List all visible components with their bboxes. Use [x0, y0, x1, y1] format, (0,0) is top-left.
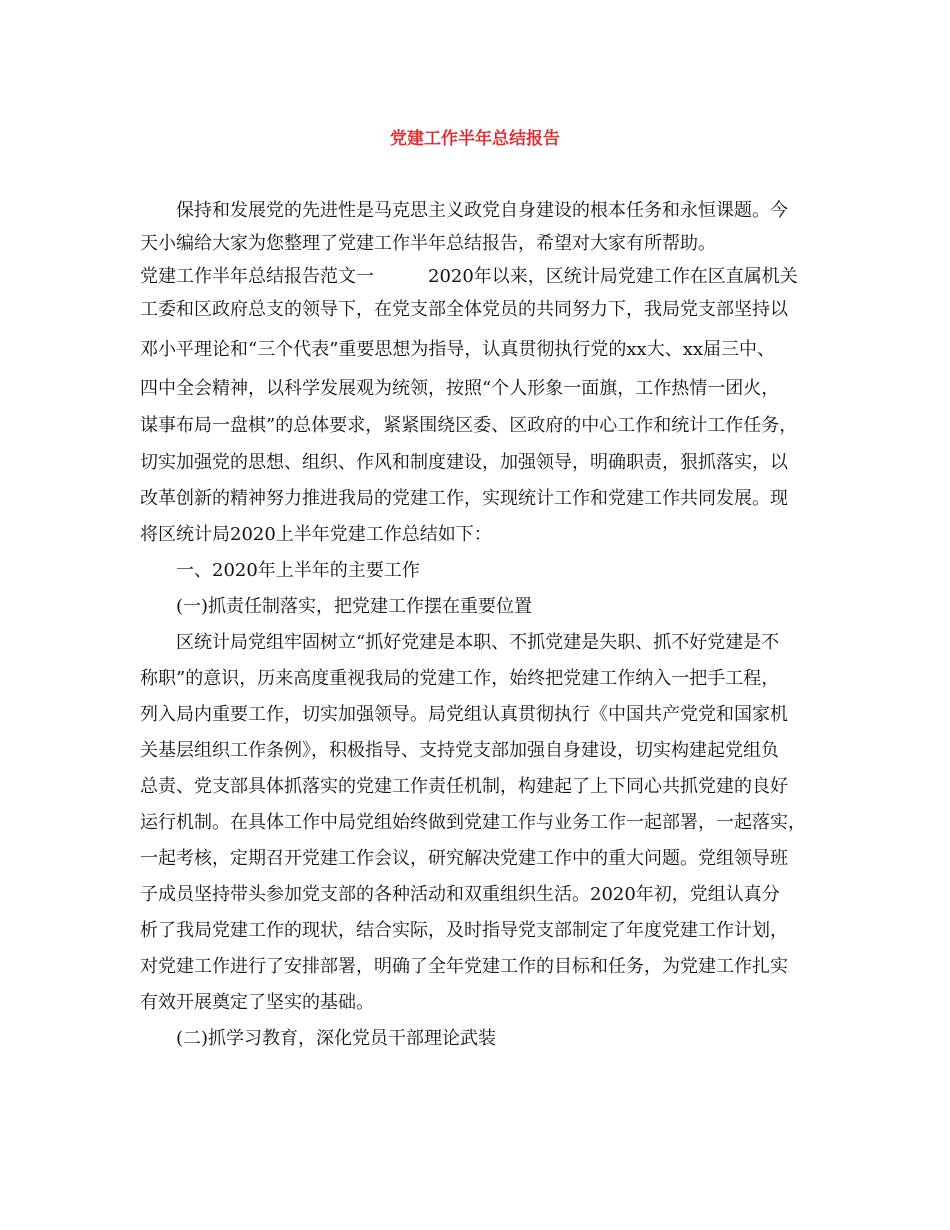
text-line: 运行机制。在具体工作中局党组始终做到党建工作与业务工作一起部署，一起落实，	[140, 812, 806, 833]
text-line: 子成员坚持带头参加党支部的各种活动和双重组织生活。2020年初，党组认真分	[140, 884, 780, 905]
text-line: 对党建工作进行了安排部署，明确了全年党建工作的目标和任务，为党建工作扎实	[140, 956, 788, 977]
text-line: 邓小平理论和“三个代表”重要思想为指导，认真贯彻执行党的xx大、xx届三中、	[140, 339, 776, 360]
text-line: 天小编给大家为您整理了党建工作半年总结报告，希望对大家有所帮助。	[140, 233, 716, 254]
text-line: 析了我局党建工作的现状，结合实际，及时指导党支部制定了年度党建工作计划，	[140, 920, 788, 941]
text-line: 有效开展奠定了坚实的基础。	[140, 992, 374, 1013]
text-line: 区统计局党组牢固树立“抓好党建是本职、不抓党建是失职、抓不好党建是不	[176, 632, 780, 653]
text-line: 工委和区政府总支的领导下，在党支部全体党员的共同努力下，我局党支部坚持以	[140, 299, 788, 320]
text-line: 保持和发展党的先进性是马克思主义政党自身建设的根本任务和永恒课题。今	[176, 200, 788, 221]
text-line: 党建工作半年总结报告范文一 2020年以来，区统计局党建工作在区直属机关	[140, 266, 798, 287]
section-heading: 一、2020年上半年的主要工作	[176, 560, 420, 581]
text-line: 改革创新的精神努力推进我局的党建工作，实现统计工作和党建工作共同发展。现	[140, 488, 788, 509]
text-line: 称职”的意识，历来高度重视我局的党建工作，始终把党建工作纳入一把手工程，	[140, 668, 780, 689]
text-line: 关基层组织工作条例》，积极指导、支持党支部加强自身建设，切实构建起党组负	[140, 740, 779, 761]
text-line: 一起考核，定期召开党建工作会议，研究解决党建工作中的重大问题。党组领导班	[140, 848, 788, 869]
document-title: 党建工作半年总结报告	[390, 129, 560, 149]
subsection-heading: (一)抓责任制落实，把党建工作摆在重要位置	[176, 596, 533, 617]
text-line: 总责、党支部具体抓落实的党建工作责任机制，构建起了上下同心共抓党建的良好	[140, 776, 788, 797]
text-line: 四中全会精神，以科学发展观为统领，按照“个人形象一面旗，工作热情一团火，	[140, 378, 780, 399]
subsection-heading: (二)抓学习教育，深化党员干部理论武装	[176, 1028, 497, 1049]
text-line: 列入局内重要工作，切实加强领导。局党组认真贯彻执行《中国共产党党和国家机	[140, 704, 788, 725]
text-line: 将区统计局2020上半年党建工作总结如下：	[140, 524, 492, 545]
text-line: 谋事布局一盘棋”的总体要求，紧紧围绕区委、区政府的中心工作和统计工作任务，	[140, 415, 798, 436]
text-line: 切实加强党的思想、组织、作风和制度建设，加强领导，明确职责，狠抓落实，以	[140, 452, 788, 473]
